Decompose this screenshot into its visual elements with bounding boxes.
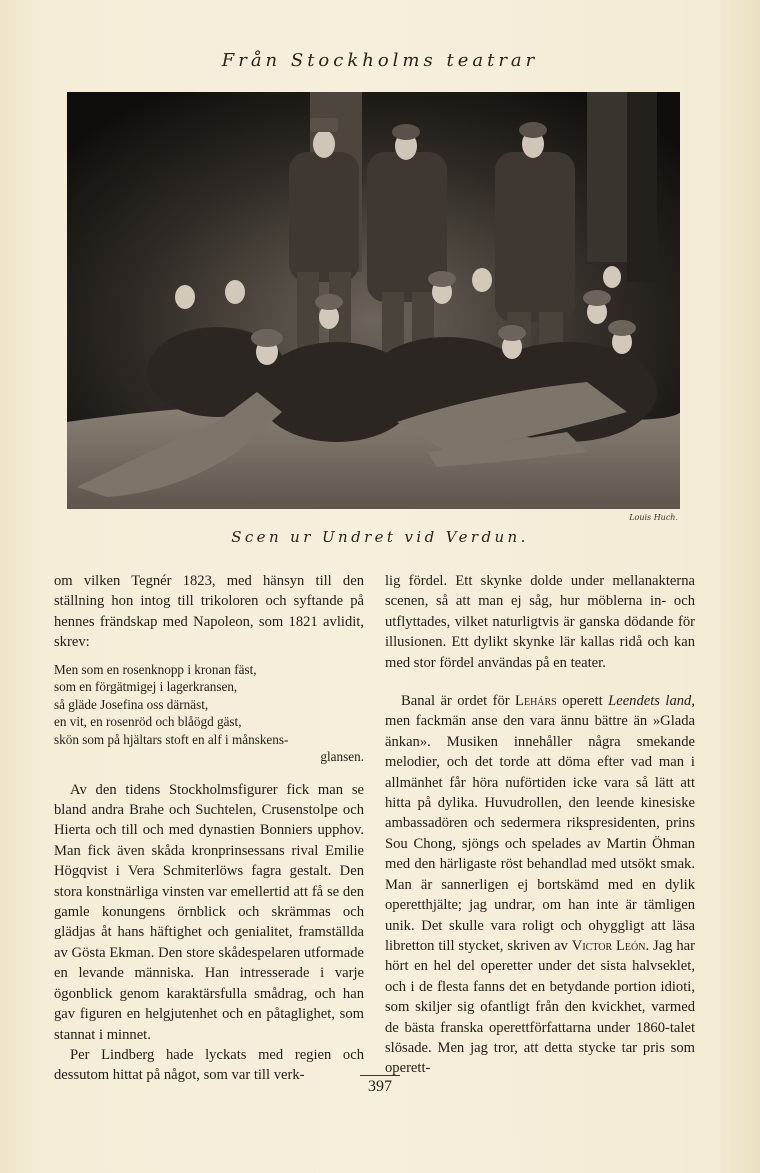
operetta-title: Leendets land, xyxy=(608,693,695,710)
paragraph: Per Lindberg hade lyckats med regien och dessutom hittat på något, som var till verk- xyxy=(54,1046,364,1084)
paragraph: Av den tidens Stockholmsfigurer fick man se bland andra Brahe och Suchtelen, Crusenstolpe och Hierta och till och med dynastien Bonniers upphov. Man fick även skåda kronprinsessans rival Emilie Högqvist i Vera Schmiterlöws fagra gestalt. Den stora konstnärliga vinsten var emellertid att få se den gamle konungens örnblick och skrämmas och glädjas åt hans häftighet och genialitet, framställda av Gösta Ekman. Den store skådespelaren utformade en levande människa. Han intresserade i varje ögonblick genom karaktärsfulla smådrag, och han gav figuren en helgjutenhet och en påtaglighet, som stannat i minnet. xyxy=(54,781,364,1043)
photo-credit: Louis Huch. xyxy=(629,513,678,522)
librettist-name: Victor León xyxy=(571,937,646,954)
text-run: men fackmän anse den vara ännu bättre än »Glada änkan». Musiken innehåller några smekande melodier, och det torde att döma efter vad man i allmänhet får höra nuförtiden icke vara så lätt att hitta på dylika. Huvudrollen, den leende kinesiske ambassadören och sedermera rikspresidenten, prins Sou Chong, sjöngs och spelades av Martin Öhman med den härligaste röst behandlad med utsökt smak. Man är sannerligen ej bortskämd med en dylik operetthjälte; jag undrar, om han inte är tämligen unik. Det skulle vara roligt och ohyggligt att läsa libretton till stycket, skriven av xyxy=(385,713,695,954)
text-run: . Jag har hört en hel del operetter under det sista halvseklet, och i de flesta fanns det en betydande portion idioti, som skiljer sig ofantligt från den kvickhet, varmed de bästa franska operettförfattarna under 1860-talet slösade. Men jag tror, att detta stycke tar pris som operett- xyxy=(385,937,695,1077)
figure-caption: Scen ur Undret vid Verdun. xyxy=(231,528,529,546)
poem-line: glansen. xyxy=(320,749,364,765)
poem-line: en vit, en rosenröd och blåögd gäst, xyxy=(54,714,242,730)
right-column xyxy=(385,571,695,1079)
poem-line: som en förgätmigej i lagerkransen, xyxy=(54,679,238,695)
poem-line: Men som en rosenknopp i kronan fäst, xyxy=(54,661,257,677)
text-run: operett xyxy=(556,693,609,710)
text-run: Banal är ordet för xyxy=(401,693,516,710)
paragraph: om vilken Tegnér 1823, med hänsyn till den ställning hon intog till trikoloren och syftande på hennes frändskap med Napoleon, som 1821 avlidit, skrev: xyxy=(54,573,364,651)
page-number: 397 xyxy=(0,1078,760,1096)
paragraph xyxy=(385,691,695,1079)
paragraph: lig fördel. Ett skynke dolde under mellanakterna scenen, så att man ej såg, hur möblerna in- och utflyttades, vilket naturligtvis är ganska dödande för illusionen. Ett dylikt skynke lär kallas ridå och kan med stor fördel användas på en teater. xyxy=(385,573,695,671)
poem-quote xyxy=(54,661,364,766)
left-column xyxy=(54,571,364,1086)
poem-line: skön som på hjältars stoft en alf i månskens- xyxy=(54,731,289,747)
stage-photograph xyxy=(67,92,680,509)
running-head: Från Stockholms teatrar xyxy=(221,50,539,71)
poem-line: så gläde Josefina oss därnäst, xyxy=(54,696,209,712)
composer-name: Lehárs xyxy=(515,693,557,710)
